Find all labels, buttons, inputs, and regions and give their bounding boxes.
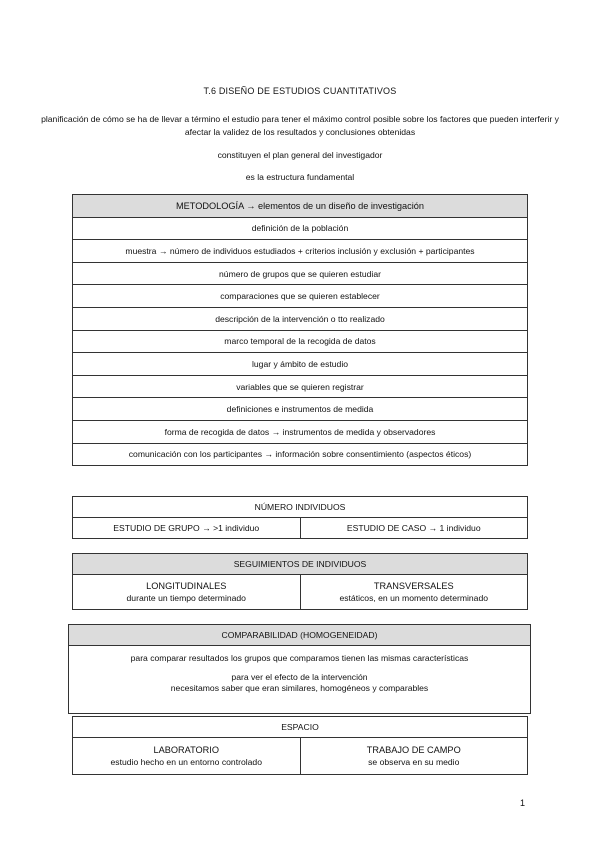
seguimiento-header: SEGUIMIENTOS DE INDIVIDUOS bbox=[73, 554, 528, 575]
methodology-row: variables que se quieren registrar bbox=[73, 375, 528, 398]
longitudinales-title: LONGITUDINALES bbox=[146, 581, 227, 591]
methodology-header: METODOLOGÍA → elementos de un diseño de investigación bbox=[73, 195, 528, 218]
methodology-row: forma de recogida de datos → instrumentos de medida y observadores bbox=[73, 420, 528, 443]
comparabilidad-line: para ver el efecto de la intervención bbox=[231, 671, 368, 682]
transversales-desc: estáticos, en un momento determinado bbox=[339, 593, 489, 603]
transversales-cell bbox=[300, 575, 528, 610]
trabajo-campo-title: TRABAJO DE CAMPO bbox=[366, 745, 461, 755]
transversales-title: TRANSVERSALES bbox=[373, 581, 454, 591]
page-number: 1 bbox=[520, 798, 526, 808]
methodology-row: muestra → número de individuos estudiados + criterios inclusión y exclusión + participantes bbox=[73, 240, 528, 263]
methodology-row: marco temporal de la recogida de datos bbox=[73, 330, 528, 353]
comparabilidad-header: COMPARABILIDAD (HOMOGENEIDAD) bbox=[69, 625, 531, 646]
longitudinales-desc: durante un tiempo determinado bbox=[126, 593, 246, 603]
estudio-caso-cell: ESTUDIO DE CASO → 1 individuo bbox=[300, 518, 528, 539]
numero-individuos-table bbox=[72, 496, 528, 539]
comparabilidad-body bbox=[69, 646, 531, 714]
espacio-header: ESPACIO bbox=[73, 717, 528, 738]
espacio-table bbox=[72, 716, 528, 775]
trabajo-campo-desc: se observa en su medio bbox=[368, 757, 460, 767]
methodology-row: descripción de la intervención o tto realizado bbox=[73, 307, 528, 330]
page-title: T.6 DISEÑO DE ESTUDIOS CUANTITATIVOS bbox=[203, 86, 397, 96]
structure-line: es la estructura fundamental bbox=[245, 172, 355, 182]
numero-header: NÚMERO INDIVIDUOS bbox=[73, 497, 528, 518]
methodology-table bbox=[72, 194, 528, 466]
methodology-row: definición de la población bbox=[73, 217, 528, 240]
plan-line: constituyen el plan general del investigador bbox=[217, 150, 383, 160]
methodology-row: definiciones e instrumentos de medida bbox=[73, 398, 528, 421]
methodology-row: número de grupos que se quieren estudiar bbox=[73, 262, 528, 285]
laboratorio-title: LABORATORIO bbox=[153, 745, 220, 755]
trabajo-campo-cell bbox=[300, 738, 528, 775]
longitudinales-cell bbox=[73, 575, 301, 610]
comparabilidad-table bbox=[68, 624, 531, 714]
laboratorio-desc: estudio hecho en un entorno controlado bbox=[110, 757, 262, 767]
methodology-row: comunicación con los participantes → información sobre consentimiento (aspectos éticos) bbox=[73, 443, 528, 466]
comparabilidad-line: necesitamos saber que eran similares, homogéneos y comparables bbox=[170, 683, 429, 693]
laboratorio-cell bbox=[73, 738, 301, 775]
methodology-row: lugar y ámbito de estudio bbox=[73, 353, 528, 376]
comparabilidad-line: para comparar resultados los grupos que comparamos tienen las mismas características bbox=[130, 653, 469, 663]
estudio-grupo-cell: ESTUDIO DE GRUPO → >1 individuo bbox=[73, 518, 301, 539]
methodology-row: comparaciones que se quieren establecer bbox=[73, 285, 528, 308]
seguimiento-table bbox=[72, 553, 528, 610]
intro-paragraph: planificación de cómo se ha de llevar a término el estudio para tener el máximo control posible sobre los factores que pueden interferir y afectar la validez de los resultados y conclusiones obtenidas bbox=[41, 114, 559, 137]
